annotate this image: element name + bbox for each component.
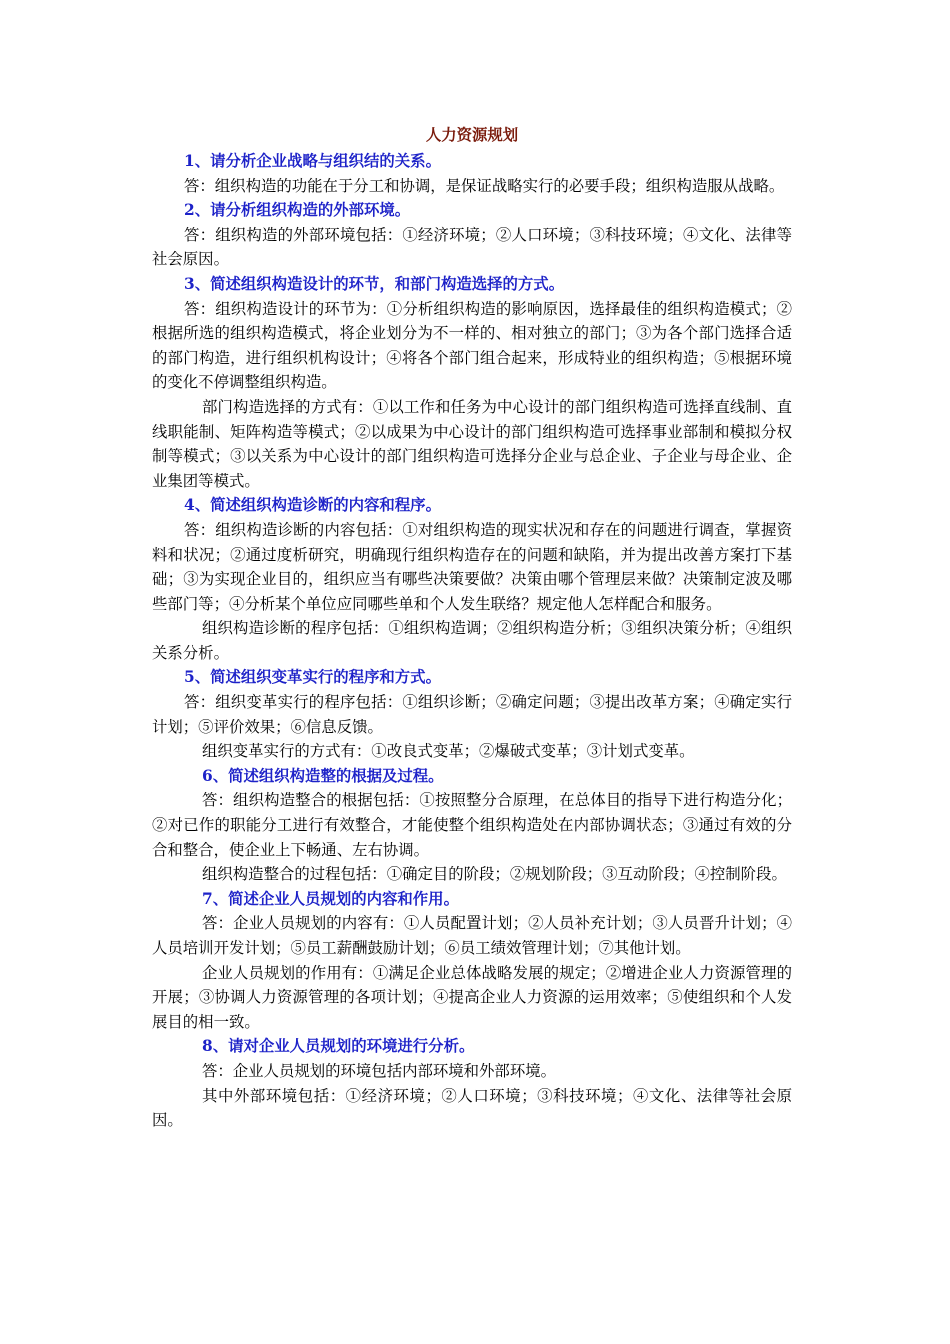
answer-paragraph: 组织变革实行的方式有：①改良式变革；②爆破式变革；③计划式变革。 bbox=[202, 742, 695, 761]
answer-paragraph: 部门构造选择的方式有：①以工作和任务为中心设计的部门组织构造可选择直线制、直线职能制、矩阵构造等模式；②以成果为中心设计的部门组织构造可选择事业部制和模拟分权制等模式；③以关系为中心设计的部门组织构造可选择分企业与总企业、子企业与母企业、企业集团等模式。 bbox=[152, 397, 792, 490]
answer-paragraph: 答：组织构造的外部环境包括：①经济环境；②人口环境；③科技环境；④文化、法律等社会原因。 bbox=[152, 225, 792, 269]
answer-paragraph: 组织构造整合的过程包括：①确定目的阶段；②规划阶段；③互动阶段；④控制阶段。 bbox=[202, 865, 787, 884]
question-heading: 3、简述组织构造设计的环节，和部门构造选择的方式。 bbox=[184, 274, 565, 293]
document-title: 人力资源规划 bbox=[425, 126, 519, 144]
answer-paragraph: 答：企业人员规划的环境包括内部环境和外部环境。 bbox=[202, 1061, 556, 1080]
answer-paragraph: 答：组织构造的功能在于分工和协调，是保证战略实行的必要手段；组织构造服从战略。 bbox=[184, 176, 785, 195]
section-6 bbox=[152, 764, 792, 887]
answer-paragraph: 其中外部环境包括：①经济环境；②人口环境；③科技环境；④文化、法律等社会原因。 bbox=[152, 1086, 792, 1130]
answer-paragraph: 答：组织构造诊断的内容包括：①对组织构造的现实状况和存在的问题进行调查，掌握资料和状况；②通过度析研究，明确现行组织构造存在的问题和缺陷，并为提出改善方案打下基础；③为实现企业目的，组织应当有哪些决策要做？决策由哪个管理层来做？决策制定波及哪些部门等；④分析某个单位应同哪些单和个人发生联络？规定他人怎样配合和服务。 bbox=[152, 520, 792, 613]
answer-paragraph: 答：组织变革实行的程序包括：①组织诊断；②确定问题；③提出改革方案；④确定实行计划；⑤评价效果；⑥信息反馈。 bbox=[152, 693, 792, 736]
section-2 bbox=[152, 198, 792, 272]
question-heading: 4、简述组织构造诊断的内容和程序。 bbox=[184, 496, 441, 515]
question-heading: 7、简述企业人员规划的内容和作用。 bbox=[202, 889, 459, 908]
question-heading: 8、请对企业人员规划的环境进行分析。 bbox=[202, 1037, 475, 1056]
answer-paragraph: 企业人员规划的作用有：①满足企业总体战略发展的规定；②增进企业人力资源管理的开展；③协调人力资源管理的各项计划；④提高企业人力资源的运用效率；⑤使组织和个人发展目的相一致。 bbox=[152, 963, 792, 1031]
question-heading: 1、请分析企业战略与组织结的关系。 bbox=[184, 152, 441, 170]
section-4 bbox=[152, 493, 792, 665]
section-8 bbox=[152, 1034, 792, 1132]
section-1 bbox=[152, 149, 792, 198]
answer-paragraph: 答：组织构造设计的环节为：①分析组织构造的影响原因，选择最佳的组织构造模式；②根据所选的组织构造模式，将企业划分为不一样的、相对独立的部门；③为各个部门选择合适的部门构造，进行组织机构设计；④将各个部门组合起来，形成特业的组织构造；⑤根据环境的变化不停调整组织构造。 bbox=[152, 299, 792, 392]
section-7 bbox=[152, 887, 792, 1035]
section-3 bbox=[152, 272, 792, 493]
answer-paragraph: 答：组织构造整合的根据包括：①按照整分合原理，在总体目的指导下进行构造分化；②对已作的职能分工进行有效整合，才能使整个组织构造处在内部协调状态；③通过有效的分合和整合，使企业上下畅通、左右协调。 bbox=[152, 791, 792, 859]
question-heading: 5、简述组织变革实行的程序和方式。 bbox=[184, 668, 441, 687]
document-page bbox=[152, 122, 792, 1133]
answer-paragraph: 组织构造诊断的程序包括：①组织构造调；②组织构造分析；③组织决策分析；④组织关系分析。 bbox=[152, 619, 792, 662]
answer-paragraph: 答：企业人员规划的内容有：①人员配置计划；②人员补充计划；③人员晋升计划；④人员培训开发计划；⑤员工薪酬鼓励计划；⑥员工绩效管理计划；⑦其他计划。 bbox=[152, 914, 792, 957]
section-5 bbox=[152, 665, 792, 763]
question-heading: 6、简述组织构造整的根据及过程。 bbox=[202, 766, 444, 785]
question-heading: 2、请分析组织构造的外部环境。 bbox=[184, 201, 411, 220]
